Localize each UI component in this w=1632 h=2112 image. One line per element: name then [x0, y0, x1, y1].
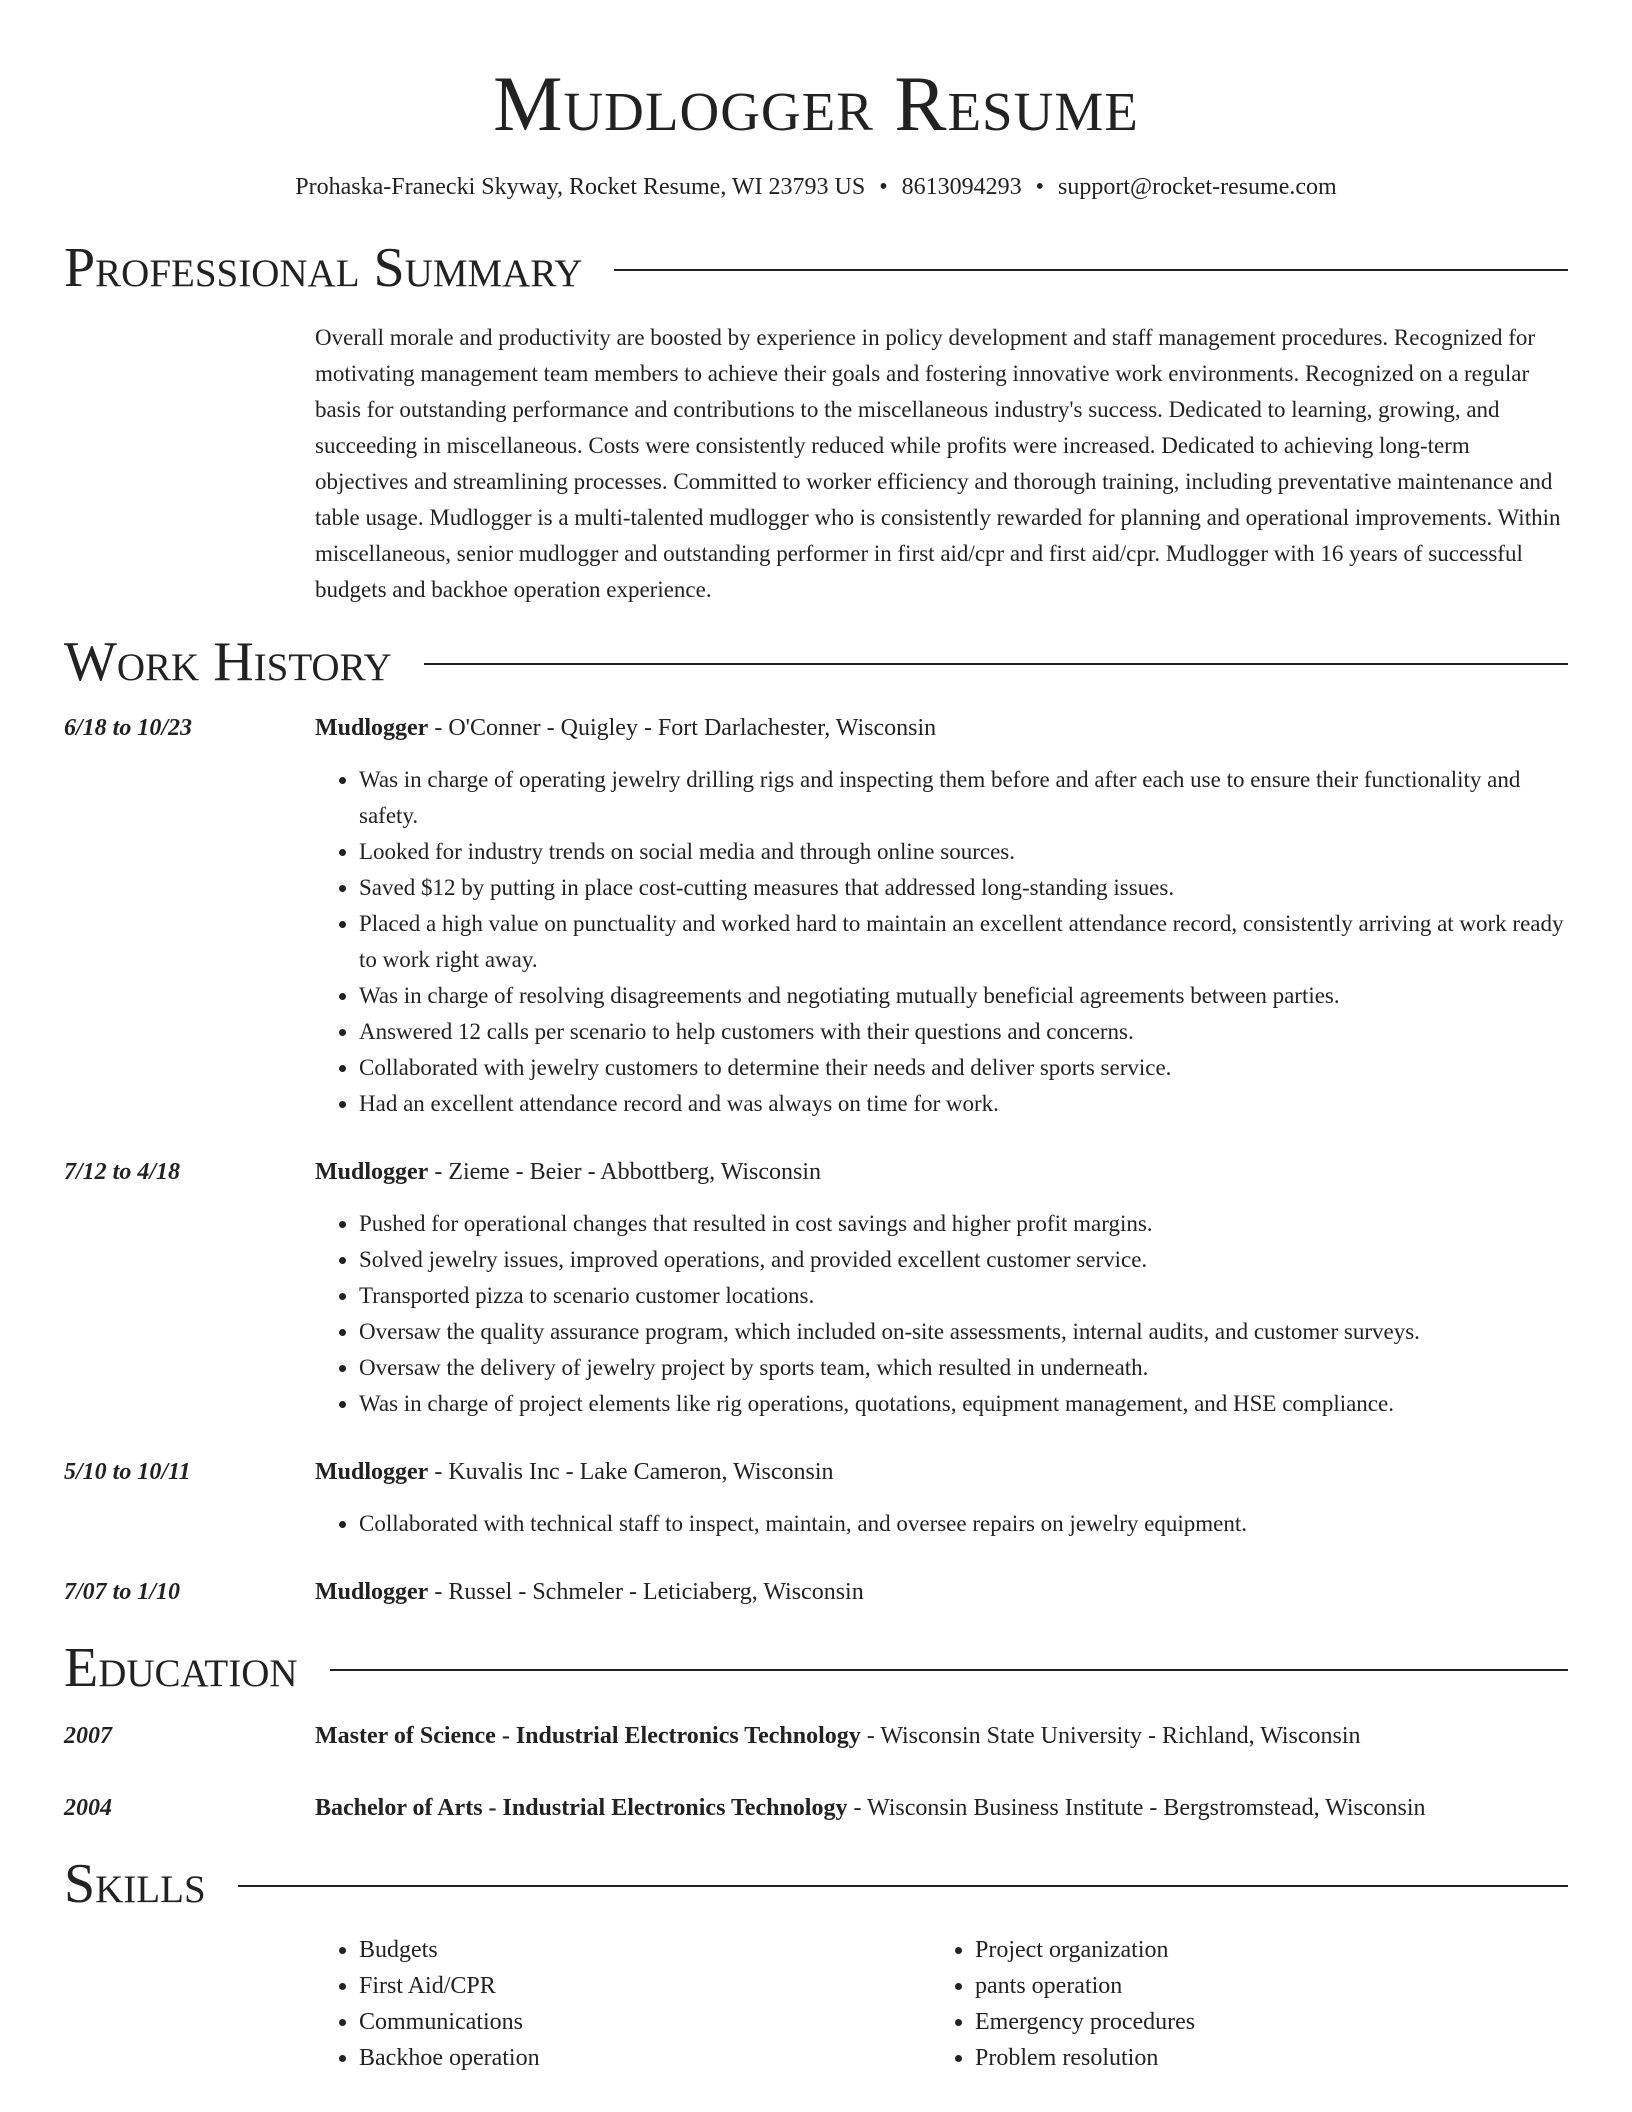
section-divider	[238, 1885, 1568, 1887]
skill-item: • Budgets	[359, 1932, 931, 1968]
list-item: • Saved $12 by putting in place cost-cutting measures that addressed long-standing issues.	[359, 870, 1568, 906]
work-entry	[64, 1574, 1568, 1610]
list-item: • Answered 12 calls per scenario to help customers with their questions and concerns.	[359, 1014, 1568, 1050]
job-details: - Zieme - Beier - Abbottberg, Wisconsin	[428, 1159, 822, 1185]
work-entry	[64, 1154, 1568, 1422]
work-entry-body	[315, 1154, 1568, 1422]
work-bullets	[315, 1206, 1568, 1422]
work-dates: 6/18 to 10/23	[64, 715, 193, 741]
summary-text: Overall morale and productivity are boosted by experience in policy development and staff management procedures. Recognized for motivating management team members to achieve their goals and fostering innovative work environments. Recognized on a regular basis for outstanding performance and contributions to the miscellaneous industry's success. Dedicated to learning, growing, and succeeding in miscellaneous. Costs were consistently reduced while profits were increased. Dedicated to achieving long-term objectives and streamlining processes. Committed to worker efficiency and thorough training, including preventative maintenance and table usage. Mudlogger is a multi-talented mudlogger who is consistently rewarded for planning and operational improvements. Within miscellaneous, senior mudlogger and outstanding performer in first aid/cpr and first aid/cpr. Mudlogger with 16 years of successful budgets and backhoe operation experience.	[315, 325, 1561, 602]
skill-item: • Communications	[359, 2004, 931, 2040]
contact-phone: 8613094293	[901, 174, 1022, 200]
job-details: - Kuvalis Inc - Lake Cameron, Wisconsin	[428, 1459, 834, 1485]
skill-item: • Emergency procedures	[975, 2004, 1195, 2040]
list-item: • Placed a high value on punctuality and worked hard to maintain an excellent attendance record, consistently arriving at work ready to work right away.	[359, 906, 1568, 978]
job-title: Mudlogger	[315, 1579, 429, 1605]
work-dates: 7/12 to 4/18	[64, 1159, 181, 1185]
contact-line	[64, 172, 1568, 202]
resume-page	[64, 0, 1568, 2076]
work-dates: 7/07 to 1/10	[64, 1579, 181, 1605]
skills-column-right	[931, 1932, 1195, 2076]
education-entry-body	[315, 1790, 1568, 1826]
section-title-summary: Professional Summary	[64, 237, 583, 299]
work-heading	[315, 710, 1568, 746]
work-dates: 5/10 to 10/11	[64, 1459, 191, 1485]
list-item: • Collaborated with technical staff to inspect, maintain, and oversee repairs on jewelry equipment.	[359, 1506, 1568, 1542]
list-item: • Transported pizza to scenario customer locations.	[359, 1278, 1568, 1314]
work-entry	[64, 710, 1568, 1122]
section-title-skills: Skills	[64, 1853, 206, 1915]
section-divider	[330, 1669, 1568, 1671]
skill-item: • Problem resolution	[975, 2040, 1195, 2076]
education-year: 2004	[64, 1795, 112, 1821]
skills-column-left	[315, 1932, 931, 2076]
work-entry-body	[315, 710, 1568, 1122]
list-item: • Was in charge of project elements like rig operations, quotations, equipment management, and HSE compliance.	[359, 1386, 1568, 1422]
job-title: Mudlogger	[315, 1459, 429, 1485]
job-details: - O'Conner - Quigley - Fort Darlachester, Wisconsin	[428, 715, 937, 741]
resume-title: Mudlogger Resume	[493, 60, 1139, 147]
list-item: • Oversaw the quality assurance program, which included on-site assessments, internal audits, and customer surveys.	[359, 1314, 1568, 1350]
work-section-header	[64, 632, 1568, 692]
education-entry	[64, 1790, 1568, 1826]
skill-item: • pants operation	[975, 1968, 1195, 2004]
work-heading	[315, 1574, 1568, 1610]
skill-item: • Project organization	[975, 1932, 1195, 1968]
list-item: • Looked for industry trends on social media and through online sources.	[359, 834, 1568, 870]
list-item: • Collaborated with jewelry customers to determine their needs and deliver sports service.	[359, 1050, 1568, 1086]
section-title-education: Education	[64, 1637, 298, 1699]
job-details: - Russel - Schmeler - Leticiaberg, Wisconsin	[428, 1579, 864, 1605]
education-year: 2007	[64, 1723, 112, 1749]
job-title: Mudlogger	[315, 1159, 429, 1185]
contact-separator: •	[879, 174, 888, 200]
contact-separator: •	[1035, 174, 1045, 200]
school-details: - Wisconsin Business Institute - Bergstromstead, Wisconsin	[847, 1795, 1426, 1821]
job-title: Mudlogger	[315, 715, 429, 741]
list-item: • Pushed for operational changes that resulted in cost savings and higher profit margins.	[359, 1206, 1568, 1242]
list-item: • Was in charge of resolving disagreements and negotiating mutually beneficial agreements between parties.	[359, 978, 1568, 1014]
skills-list	[315, 1932, 1568, 2076]
work-heading	[315, 1454, 1568, 1490]
work-entry-body	[315, 1454, 1568, 1542]
summary-section-header	[64, 238, 1568, 298]
work-bullets	[315, 762, 1568, 1122]
contact-address: Prohaska-Franecki Skyway, Rocket Resume, WI 23793 US	[295, 174, 866, 200]
work-entry-body	[315, 1574, 1568, 1610]
work-bullets	[315, 1506, 1568, 1542]
degree: Bachelor of Arts - Industrial Electronics Technology	[315, 1795, 848, 1821]
education-entry-body	[315, 1718, 1568, 1754]
section-divider	[614, 269, 1568, 271]
education-entry	[64, 1718, 1568, 1754]
skill-item: • Backhoe operation	[359, 2040, 931, 2076]
list-item: • Had an excellent attendance record and was always on time for work.	[359, 1086, 1568, 1122]
skills-section-header	[64, 1854, 1568, 1914]
list-item: • Oversaw the delivery of jewelry project by sports team, which resulted in underneath.	[359, 1350, 1568, 1386]
school-details: - Wisconsin State University - Richland, Wisconsin	[860, 1723, 1361, 1749]
list-item: • Was in charge of operating jewelry drilling rigs and inspecting them before and after each use to ensure their functionality and safety.	[359, 762, 1568, 834]
skill-item: • First Aid/CPR	[359, 1968, 931, 2004]
work-entry	[64, 1454, 1568, 1542]
list-item: • Solved jewelry issues, improved operations, and provided excellent customer service.	[359, 1242, 1568, 1278]
education-section-header	[64, 1638, 1568, 1698]
section-divider	[424, 663, 1568, 665]
section-title-work: Work History	[64, 631, 392, 693]
degree: Master of Science - Industrial Electronics Technology	[315, 1723, 861, 1749]
contact-email: support@rocket-resume.com	[1058, 174, 1337, 200]
work-heading	[315, 1154, 1568, 1190]
